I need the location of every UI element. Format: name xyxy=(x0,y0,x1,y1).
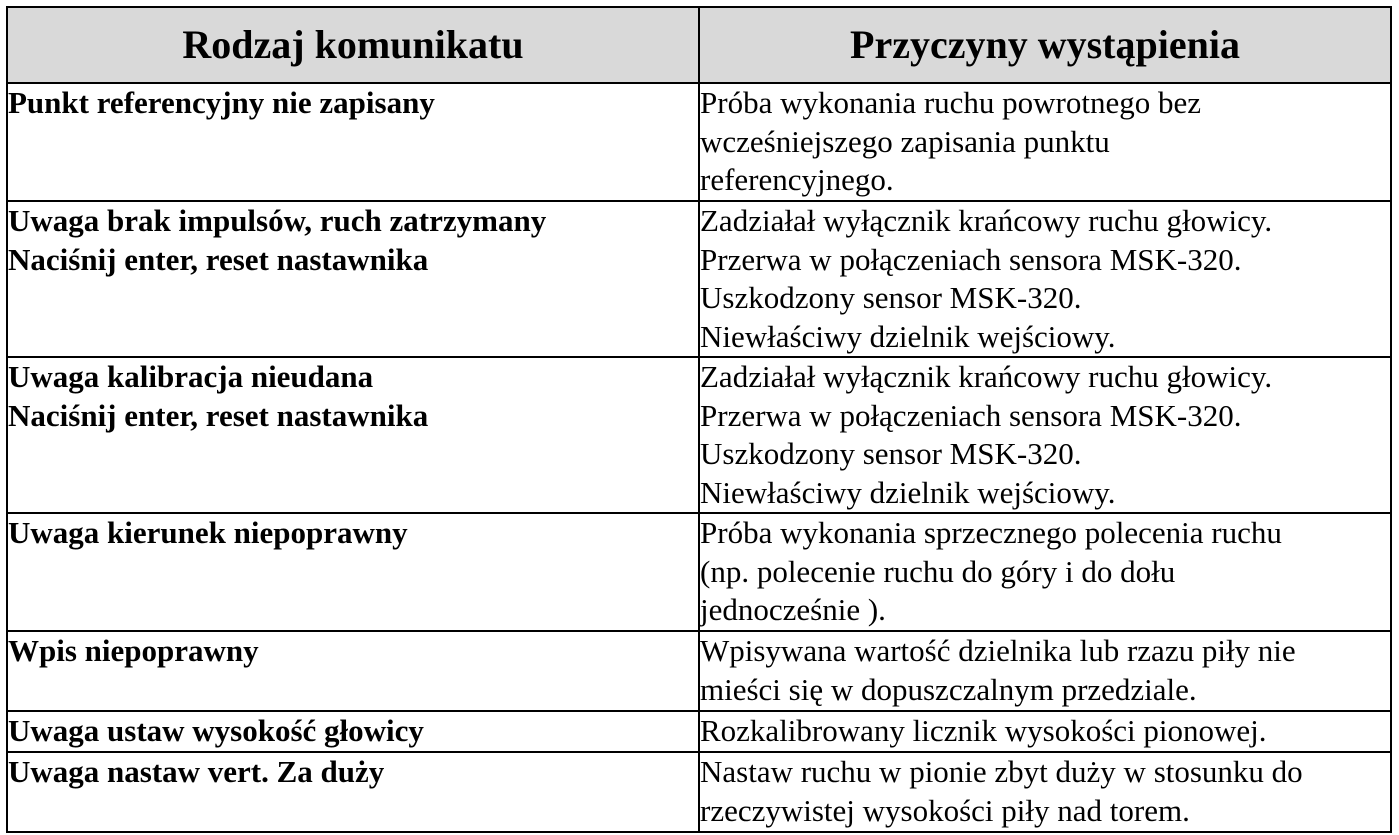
table-row xyxy=(7,752,1391,832)
cause-line: referencyjnego. xyxy=(700,162,894,197)
message-type-line: Uwaga kierunek niepoprawny xyxy=(8,515,408,550)
header-causes: Przyczyny wystąpienia xyxy=(699,7,1391,83)
cause-line: Przerwa w połączeniach sensora MSK-320. xyxy=(700,397,1242,433)
messages-table xyxy=(6,6,1392,833)
message-type-line: Uwaga brak impulsów, ruch zatrzymany xyxy=(8,203,547,238)
cause-line: jednocześnie ). xyxy=(700,592,886,627)
message-type-line: Uwaga kalibracja nieudana xyxy=(8,359,374,394)
message-type-line: Uwaga ustaw wysokość głowicy xyxy=(8,713,424,748)
cause-line: Niewłaściwy dzielnik wejściowy. xyxy=(700,474,1116,510)
header-row xyxy=(7,7,1391,83)
cause-line: Nastaw ruchu w pionie zbyt duży w stosunku do xyxy=(700,754,1303,789)
table-row xyxy=(7,83,1391,201)
message-type-line: Punkt referencyjny nie zapisany xyxy=(8,85,435,120)
cause-line: mieści się w dopuszczalnym przedziale. xyxy=(700,671,1197,707)
cause-line: Zadziałał wyłącznik krańcowy ruchu głowicy. xyxy=(700,203,1273,238)
cause-cell xyxy=(699,83,1391,201)
message-type-line: Naciśnij enter, reset nastawnika xyxy=(8,241,429,277)
message-type-cell xyxy=(7,711,699,752)
cause-cell xyxy=(699,201,1391,357)
cause-line: rzeczywistej wysokości piły nad torem. xyxy=(700,792,1190,828)
message-type-cell xyxy=(7,201,699,357)
cause-line: Niewłaściwy dzielnik wejściowy. xyxy=(700,318,1116,354)
message-type-cell xyxy=(7,631,699,711)
message-type-cell xyxy=(7,513,699,631)
message-type-cell xyxy=(7,83,699,201)
cause-line: Uszkodzony sensor MSK-320. xyxy=(700,436,1082,471)
cause-line: Przerwa w połączeniach sensora MSK-320. xyxy=(700,241,1242,277)
message-type-line: Naciśnij enter, reset nastawnika xyxy=(8,397,429,433)
cause-cell xyxy=(699,357,1391,513)
cause-cell xyxy=(699,752,1391,832)
cause-line: Wpisywana wartość dzielnika lub rzazu piły nie xyxy=(700,633,1296,668)
cause-line: Zadziałał wyłącznik krańcowy ruchu głowicy. xyxy=(700,359,1273,394)
message-type-cell xyxy=(7,752,699,832)
table-row xyxy=(7,357,1391,513)
cause-cell xyxy=(699,711,1391,752)
table-row xyxy=(7,711,1391,752)
table-row xyxy=(7,513,1391,631)
message-type-line: Wpis niepoprawny xyxy=(8,633,259,668)
table-row xyxy=(7,201,1391,357)
cause-cell xyxy=(699,631,1391,711)
cause-line: Rozkalibrowany licznik wysokości pionowej. xyxy=(700,713,1267,748)
message-type-cell xyxy=(7,357,699,513)
cause-line: Próba wykonania sprzecznego polecenia ruchu xyxy=(700,515,1282,550)
cause-line: Uszkodzony sensor MSK-320. xyxy=(700,280,1082,315)
cause-line: (np. polecenie ruchu do góry i do dołu xyxy=(700,553,1176,589)
cause-line: wcześniejszego zapisania punktu xyxy=(700,123,1110,159)
table-row xyxy=(7,631,1391,711)
cause-line: Próba wykonania ruchu powrotnego bez xyxy=(700,85,1202,120)
header-message-type: Rodzaj komunikatu xyxy=(7,7,699,83)
cause-cell xyxy=(699,513,1391,631)
message-type-line: Uwaga nastaw vert. Za duży xyxy=(8,754,385,789)
